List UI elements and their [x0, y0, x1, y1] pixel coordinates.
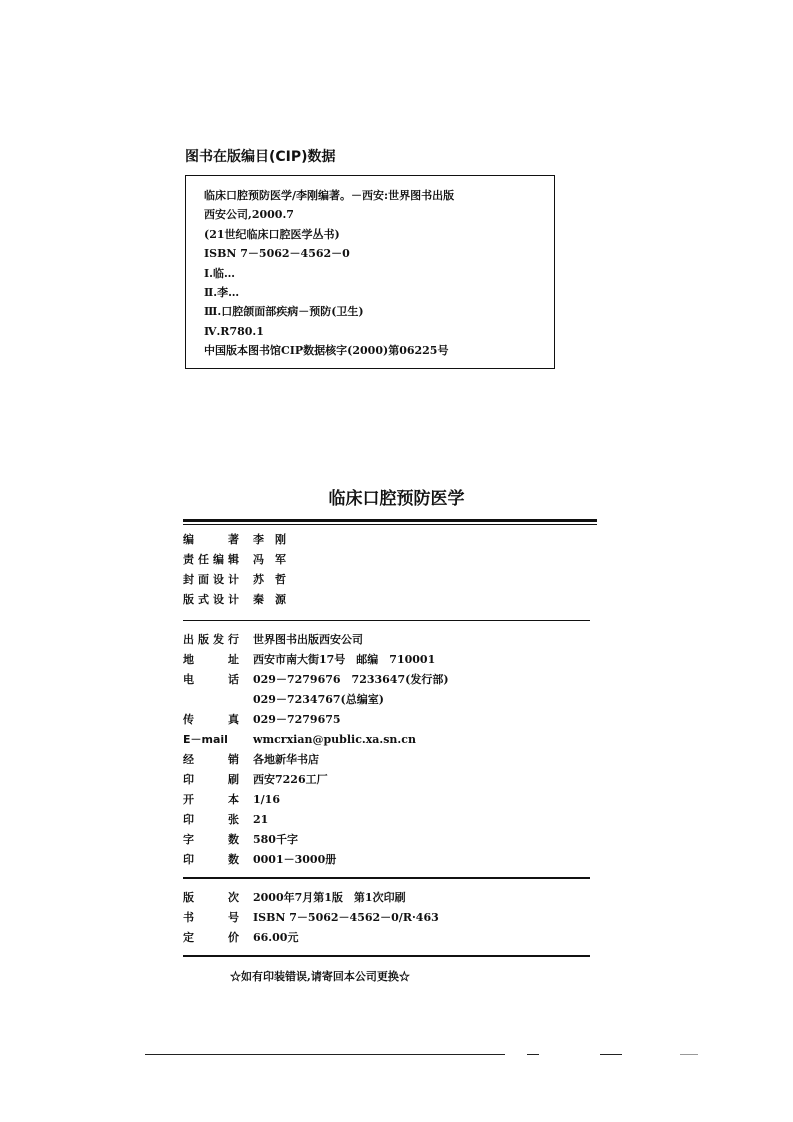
info-row: [183, 530, 286, 550]
scan-line: [600, 1054, 622, 1055]
info-value: 66.00元: [253, 931, 299, 944]
info-label: 印张: [183, 813, 239, 826]
info-label: 传真: [183, 713, 239, 726]
info-label: 地址: [183, 653, 239, 666]
cip-line: 西安公司,2000.7: [204, 208, 294, 222]
info-row: [183, 690, 384, 710]
info-value: 1/16: [253, 793, 280, 806]
info-row: [183, 928, 298, 948]
info-row: [183, 830, 298, 850]
info-value: 21: [253, 813, 269, 826]
info-label: 开本: [183, 793, 239, 806]
info-value: 580千字: [253, 833, 298, 846]
info-row: [183, 730, 416, 750]
info-value: 苏 哲: [253, 573, 286, 586]
cip-line: ISBN 7－5062－4562－0: [204, 247, 350, 261]
info-value: 0001－3000册: [253, 853, 337, 866]
info-label: 经销: [183, 753, 239, 766]
info-label: 版次: [183, 891, 239, 904]
info-row: [183, 590, 286, 610]
info-value: 世界图书出版西安公司: [253, 633, 363, 646]
info-label: 印刷: [183, 773, 239, 786]
divider: [183, 955, 590, 957]
info-row: [183, 710, 341, 730]
info-row: [183, 630, 363, 650]
info-value: 029－7234767(总编室): [253, 693, 384, 706]
info-value: 2000年7月第1版 第1次印刷: [253, 891, 406, 904]
scan-line: [527, 1054, 539, 1055]
info-value: 西安市南大街17号 邮编 710001: [253, 653, 436, 666]
cip-line: (21世纪临床口腔医学丛书): [204, 227, 340, 241]
info-value: 秦 源: [253, 593, 286, 606]
cip-line: Ⅱ.李…: [204, 285, 240, 299]
divider: [183, 519, 597, 522]
info-row: [183, 790, 280, 810]
info-label: 定价: [183, 931, 239, 944]
book-title-text: 临床口腔预防医学: [328, 489, 465, 509]
info-row: [183, 770, 328, 790]
info-label: 字数: [183, 833, 239, 846]
info-row: [183, 650, 435, 670]
cip-line: 中国版本图书馆CIP数据核字(2000)第06225号: [204, 344, 449, 358]
info-row: [183, 550, 286, 570]
info-value: 冯 军: [253, 553, 286, 566]
divider: [183, 620, 590, 621]
info-value: ISBN 7－5062－4562－0/R·463: [253, 911, 439, 924]
cip-line: 临床口腔预防医学/李刚编著。－西安:世界图书出版: [204, 189, 455, 202]
cip-line: Ⅳ.R780.1: [204, 324, 264, 338]
info-label: 印数: [183, 853, 239, 866]
info-row: [183, 570, 286, 590]
info-label: 出版发行: [183, 633, 239, 646]
info-label: 书号: [183, 911, 239, 924]
book-title: [0, 484, 793, 509]
info-row: [183, 908, 439, 928]
info-label: 电话: [183, 673, 239, 686]
scan-line: [145, 1054, 505, 1055]
info-label: 封面设计: [183, 573, 239, 586]
divider: [183, 877, 590, 879]
cip-line: Ⅲ.口腔颌面部疾病－预防(卫生): [204, 305, 364, 319]
info-row: [183, 670, 449, 690]
info-row: [183, 850, 336, 870]
info-label: 版式设计: [183, 593, 239, 606]
info-value: 029－7279676 7233647(发行部): [253, 673, 449, 686]
info-row: [183, 888, 406, 908]
info-row: [183, 750, 319, 770]
info-value: 029－7279675: [253, 713, 341, 726]
scan-line: [680, 1054, 698, 1055]
divider: [183, 524, 597, 525]
cip-heading: 图书在版编目(CIP)数据: [185, 149, 336, 165]
info-label: 责任编辑: [183, 553, 239, 566]
info-value: wmcrxian@public.xa.sn.cn: [253, 733, 416, 746]
cip-line: Ⅰ.临…: [204, 266, 235, 280]
info-value: 各地新华书店: [253, 753, 319, 766]
info-value: 西安7226工厂: [253, 773, 328, 786]
info-row: [183, 810, 268, 830]
footer-note: ☆如有印装错误,请寄回本公司更换☆: [230, 970, 410, 983]
info-label: 编著: [183, 533, 239, 546]
info-label: E－mail: [183, 733, 228, 746]
info-value: 李 刚: [253, 533, 286, 546]
cip-box: [185, 175, 555, 369]
